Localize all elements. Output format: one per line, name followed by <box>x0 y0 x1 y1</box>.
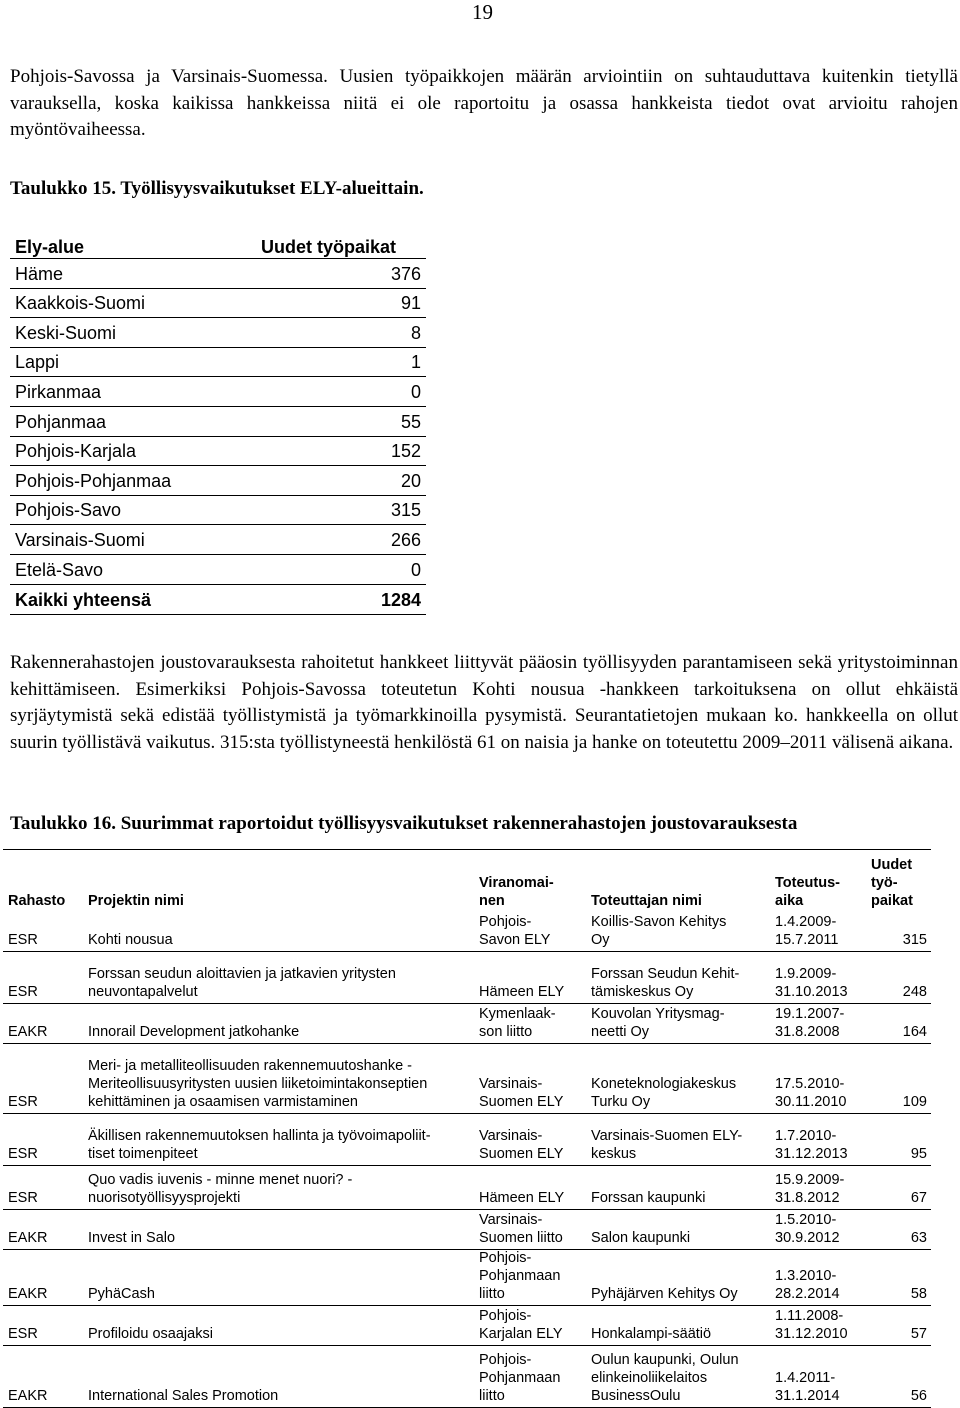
table16-row <box>3 1250 931 1306</box>
project-name-cell: Profiloidu osaajaksi <box>88 1326 213 1342</box>
ely-area-name: Pohjanmaa <box>15 411 107 432</box>
authority-cell: Pohjois- Karjalan ELY <box>479 1308 563 1342</box>
implementer-cell: Varsinais-Suomen ELY- keskus <box>591 1128 743 1162</box>
implementer-cell: Kouvolan Yritysmag- neetti Oy <box>591 1006 725 1040</box>
new-jobs-value: 376 <box>390 263 421 284</box>
ely-area-name: Kaakkois-Suomi <box>15 293 146 314</box>
period-cell: 1.5.2010- 30.9.2012 <box>775 1212 840 1246</box>
table15-row <box>10 407 426 437</box>
period-cell: 19.1.2007- 31.8.2008 <box>775 1006 845 1040</box>
table15-header-row <box>10 231 426 259</box>
fund-cell: ESR <box>8 1146 38 1162</box>
period-cell: 1.4.2011- 31.1.2014 <box>775 1370 840 1404</box>
table16-row <box>3 1004 931 1044</box>
total-value: 1284 <box>380 589 421 610</box>
authority-cell: Pohjois- Pohjanmaan liitto <box>479 1250 561 1302</box>
header-ely-alue: Ely-alue <box>15 237 85 257</box>
implementer-cell: Oulun kaupunki, Oulun elinkeinoliikelaitos BusinessOulu <box>591 1352 739 1404</box>
new-jobs-cell: 95 <box>910 1146 927 1162</box>
table16-caption: Taulukko 16. Suurimmat raportoidut työllisyysvaikutukset rakennerahastojen joustovarauksesta <box>10 813 798 834</box>
authority-cell: Varsinais- Suomen ELY <box>479 1076 564 1110</box>
table15-caption: Taulukko 15. Työllisyysvaikutukset ELY-alueittain. <box>10 178 424 199</box>
table15-body <box>10 259 426 585</box>
project-name-cell: Quo vadis iuvenis - minne menet nuori? - nuorisotyöllisyysprojekti <box>88 1172 353 1206</box>
ely-area-name: Pohjois-Savo <box>15 500 122 521</box>
project-name-cell: International Sales Promotion <box>88 1388 279 1404</box>
authority-cell: Pohjois- Savon ELY <box>479 914 551 948</box>
new-jobs-value: 0 <box>410 559 421 580</box>
project-name-cell: Forssan seudun aloittavien ja jatkavien yritysten neuvontapalvelut <box>88 966 396 1000</box>
implementer-cell: Forssan kaupunki <box>591 1190 706 1206</box>
period-cell: 1.11.2008- 31.12.2010 <box>775 1308 848 1342</box>
new-jobs-value: 91 <box>400 293 421 314</box>
period-cell: 17.5.2010- 30.11.2010 <box>775 1076 847 1110</box>
ely-area-name: Pirkanmaa <box>15 381 102 402</box>
table15-row <box>10 348 426 378</box>
new-jobs-cell: 109 <box>902 1094 927 1110</box>
fund-cell: EAKR <box>8 1230 48 1246</box>
table16-row <box>3 1114 931 1166</box>
fund-cell: ESR <box>8 984 38 1000</box>
fund-cell: ESR <box>8 932 38 948</box>
project-name-cell: Kohti nousua <box>88 932 173 948</box>
new-jobs-value: 266 <box>390 529 421 550</box>
authority-cell: Pohjois- Pohjanmaan liitto <box>479 1352 561 1404</box>
table16-row <box>3 1306 931 1346</box>
table15 <box>10 231 426 615</box>
implementer-cell: Koillis-Savon Kehitys Oy <box>591 914 727 948</box>
fund-cell: ESR <box>8 1094 38 1110</box>
total-label: Kaikki yhteensä <box>15 589 152 610</box>
table15-row <box>10 525 426 555</box>
implementer-cell: Honkalampi-säätiö <box>591 1326 712 1342</box>
new-jobs-cell: 248 <box>902 984 927 1000</box>
new-jobs-value: 152 <box>390 441 421 462</box>
authority-cell: Varsinais- Suomen ELY <box>479 1128 564 1162</box>
table16 <box>3 849 931 1408</box>
header-rahasto: Rahasto <box>8 893 66 909</box>
new-jobs-value: 20 <box>400 470 421 491</box>
table15-total-row <box>10 585 426 615</box>
ely-area-name: Lappi <box>15 352 60 373</box>
table16-header-row <box>3 850 931 912</box>
project-name-cell: Meri- ja metalliteollisuuden rakennemuutoshanke - Meriteollisuusyritysten uusien liiketoimintakonseptien kehittäminen ja osaamisen varmistaminen <box>88 1058 428 1110</box>
ely-area-name: Pohjois-Pohjanmaa <box>15 470 172 491</box>
table16-row <box>3 1044 931 1114</box>
authority-cell: Varsinais- Suomen liitto <box>479 1212 563 1246</box>
table16-row <box>3 1210 931 1250</box>
table16-row <box>3 1346 931 1408</box>
header-uudet-tyopaikat: Uudet työ- paikat <box>871 857 913 909</box>
new-jobs-value: 315 <box>390 500 421 521</box>
header-projektin-nimi: Projektin nimi <box>88 893 184 909</box>
ely-area-name: Häme <box>15 263 64 284</box>
new-jobs-cell: 67 <box>910 1190 927 1206</box>
header-uudet-tyopaikat: Uudet työpaikat <box>261 237 397 257</box>
ely-area-name: Keski-Suomi <box>15 322 117 343</box>
new-jobs-value: 0 <box>410 381 421 402</box>
ely-area-name: Varsinais-Suomi <box>15 529 145 550</box>
ely-area-name: Pohjois-Karjala <box>15 441 137 462</box>
table15-row <box>10 555 426 585</box>
fund-cell: EAKR <box>8 1388 48 1404</box>
table16-row <box>3 952 931 1004</box>
table15-row <box>10 318 426 348</box>
period-cell: 1.9.2009- 31.10.2013 <box>775 966 848 1000</box>
implementer-cell: Koneteknologiakeskus Turku Oy <box>591 1076 737 1110</box>
new-jobs-cell: 164 <box>902 1024 927 1040</box>
authority-cell: Kymenlaak- son liitto <box>479 1006 556 1040</box>
period-cell: 1.3.2010- 28.2.2014 <box>775 1268 840 1302</box>
page-number: 19 <box>472 0 493 24</box>
table16-body <box>3 912 931 1408</box>
authority-cell: Hämeen ELY <box>479 984 565 1000</box>
project-name-cell: Innorail Development jatkohanke <box>88 1024 300 1040</box>
table15-row <box>10 377 426 407</box>
implementer-cell: Salon kaupunki <box>591 1230 691 1246</box>
header-toteuttajan-nimi: Toteuttajan nimi <box>591 893 702 909</box>
table15-row <box>10 466 426 496</box>
new-jobs-value: 8 <box>410 322 421 343</box>
new-jobs-cell: 56 <box>910 1388 927 1404</box>
intro-paragraph: Pohjois-Savossa ja Varsinais-Suomessa. Uusien työpaikkojen määrän arviointiin on suhtauduttava kuitenkin tietyllä varauksella, koska kaikissa hankkeissa niitä ei ole raportoitu ja osassa hankkeista tiedot ovat arvioitu rahojen myöntövaiheessa. <box>10 66 958 140</box>
fund-cell: EAKR <box>8 1286 48 1302</box>
project-name-cell: Äkillisen rakennemuutoksen hallinta ja työvoimapoliit- tiset toimenpiteet <box>88 1128 431 1162</box>
project-name-cell: Invest in Salo <box>88 1230 176 1246</box>
header-toteutusaika: Toteutus- aika <box>775 875 840 909</box>
ely-area-name: Etelä-Savo <box>15 559 104 580</box>
implementer-cell: Forssan Seudun Kehit- tämiskeskus Oy <box>591 966 740 1000</box>
project-name-cell: PyhäCash <box>88 1286 155 1302</box>
new-jobs-value: 1 <box>410 352 421 373</box>
table15-row <box>10 289 426 319</box>
authority-cell: Hämeen ELY <box>479 1190 565 1206</box>
body-paragraph: Rakennerahastojen joustovarauksesta rahoitetut hankkeet liittyvät pääosin työllisyyden parantamiseen sekä yritystoiminnan kehittämiseen. Esimerkiksi Pohjois-Savossa toteutetun Kohti nousua -hankkeen tarkoituksena on ollut ehkäistä syrjäytymistä sekä edistää työllistymistä ja työmarkkinoilla pysymistä. Seurantatietojen mukaan ko. hankkeella on ollut suurin työllistävä vaikutus. 315:sta työllistyneestä henkilöstä 61 on naisia ja hanke on toteutettu 2009–2011 välisenä aikana. <box>10 652 958 753</box>
period-cell: 1.7.2010- 31.12.2013 <box>775 1128 848 1162</box>
new-jobs-cell: 57 <box>910 1326 927 1342</box>
table15-row <box>10 259 426 289</box>
implementer-cell: Pyhäjärven Kehitys Oy <box>591 1286 738 1302</box>
new-jobs-value: 55 <box>400 411 421 432</box>
new-jobs-cell: 63 <box>910 1230 927 1246</box>
new-jobs-cell: 315 <box>902 932 927 948</box>
table16-row <box>3 912 931 952</box>
table15-row <box>10 437 426 467</box>
table16-row <box>3 1166 931 1210</box>
fund-cell: EAKR <box>8 1024 48 1040</box>
header-viranomainen: Viranomai- nen <box>479 875 554 909</box>
fund-cell: ESR <box>8 1190 38 1206</box>
table15-row <box>10 496 426 526</box>
fund-cell: ESR <box>8 1326 38 1342</box>
new-jobs-cell: 58 <box>910 1286 927 1302</box>
period-cell: 1.4.2009- 15.7.2011 <box>775 914 839 948</box>
period-cell: 15.9.2009- 31.8.2012 <box>775 1172 845 1206</box>
